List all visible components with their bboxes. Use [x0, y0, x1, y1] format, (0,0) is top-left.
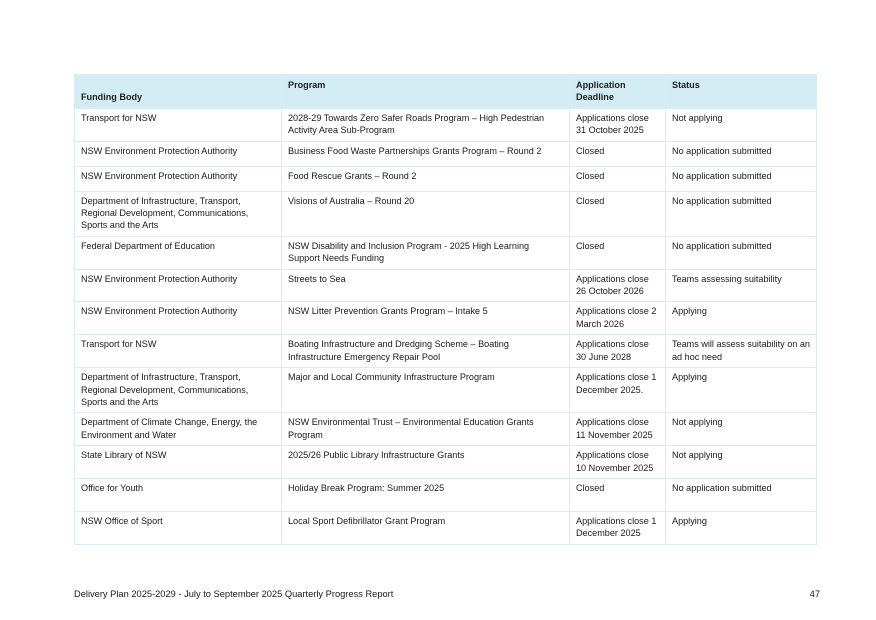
- status-cell: Not applying: [666, 108, 817, 141]
- program-cell: Streets to Sea: [282, 269, 570, 302]
- program-cell: Food Rescue Grants – Round 2: [282, 166, 570, 191]
- program-cell: NSW Environmental Trust – Environmental Education Grants Program: [282, 413, 570, 446]
- program-cell: Major and Local Community Infrastructure Program: [282, 368, 570, 413]
- deadline-cell: Closed: [570, 191, 666, 236]
- grants-table: [74, 74, 817, 545]
- deadline-cell: Applications close 1 December 2025: [570, 511, 666, 544]
- status-cell: Applying: [666, 368, 817, 413]
- funding-body-cell: Department of Infrastructure, Transport, Regional Development, Communications, Sports and the Arts: [75, 191, 282, 236]
- deadline-cell: Applications close 31 October 2025: [570, 108, 666, 141]
- program-cell: 2028-29 Towards Zero Safer Roads Program – High Pedestrian Activity Area Sub-Program: [282, 108, 570, 141]
- program-cell: 2025/26 Public Library Infrastructure Grants: [282, 446, 570, 479]
- program-cell: NSW Litter Prevention Grants Program – Intake 5: [282, 302, 570, 335]
- header-application-deadline: Application Deadline: [570, 75, 666, 109]
- header-status: Status: [666, 75, 817, 109]
- table-row: [75, 141, 817, 166]
- deadline-cell: Applications close 10 November 2025: [570, 446, 666, 479]
- funding-body-cell: State Library of NSW: [75, 446, 282, 479]
- table-row: [75, 166, 817, 191]
- status-cell: Not applying: [666, 446, 817, 479]
- funding-body-cell: NSW Environment Protection Authority: [75, 302, 282, 335]
- funding-body-cell: NSW Environment Protection Authority: [75, 141, 282, 166]
- deadline-cell: Applications close 1 December 2025.: [570, 368, 666, 413]
- status-cell: No application submitted: [666, 166, 817, 191]
- program-cell: NSW Disability and Inclusion Program - 2025 High Learning Support Needs Funding: [282, 236, 570, 269]
- table-row: [75, 236, 817, 269]
- table-row: [75, 368, 817, 413]
- funding-body-cell: Federal Department of Education: [75, 236, 282, 269]
- footer-report-title: Delivery Plan 2025-2029 - July to September 2025 Quarterly Progress Report: [74, 589, 394, 599]
- status-cell: No application submitted: [666, 141, 817, 166]
- status-cell: No application submitted: [666, 236, 817, 269]
- deadline-cell: Closed: [570, 141, 666, 166]
- table-row: [75, 108, 817, 141]
- funding-body-cell: NSW Environment Protection Authority: [75, 166, 282, 191]
- deadline-cell: Applications close 11 November 2025: [570, 413, 666, 446]
- header-funding-body: Funding Body: [75, 75, 282, 109]
- program-cell: Boating Infrastructure and Dredging Scheme – Boating Infrastructure Emergency Repair Pool: [282, 335, 570, 368]
- funding-body-cell: Transport for NSW: [75, 108, 282, 141]
- table-row: [75, 269, 817, 302]
- table-row: [75, 413, 817, 446]
- deadline-cell: Closed: [570, 478, 666, 511]
- deadline-cell: Applications close 26 October 2026: [570, 269, 666, 302]
- program-cell: Local Sport Defibrillator Grant Program: [282, 511, 570, 544]
- funding-body-cell: Department of Infrastructure, Transport, Regional Development, Communications, Sports and the Arts: [75, 368, 282, 413]
- table-row: [75, 511, 817, 544]
- deadline-cell: Closed: [570, 166, 666, 191]
- program-cell: Business Food Waste Partnerships Grants Program – Round 2: [282, 141, 570, 166]
- status-cell: Applying: [666, 302, 817, 335]
- table-row: [75, 191, 817, 236]
- program-cell: Holiday Break Program: Summer 2025: [282, 478, 570, 511]
- status-cell: Not applying: [666, 413, 817, 446]
- page-number: 47: [809, 589, 820, 599]
- program-cell: Visions of Australia – Round 20: [282, 191, 570, 236]
- funding-body-cell: Transport for NSW: [75, 335, 282, 368]
- table-header-row: [75, 75, 817, 109]
- table-row: [75, 335, 817, 368]
- funding-body-cell: Department of Climate Change, Energy, the Environment and Water: [75, 413, 282, 446]
- header-program: Program: [282, 75, 570, 109]
- status-cell: No application submitted: [666, 191, 817, 236]
- deadline-cell: Closed: [570, 236, 666, 269]
- table-row: [75, 478, 817, 511]
- funding-body-cell: NSW Environment Protection Authority: [75, 269, 282, 302]
- status-cell: Teams will assess suitability on an ad hoc need: [666, 335, 817, 368]
- funding-body-cell: NSW Office of Sport: [75, 511, 282, 544]
- deadline-cell: Applications close 2 March 2026: [570, 302, 666, 335]
- deadline-cell: Applications close 30 June 2028: [570, 335, 666, 368]
- status-cell: No application submitted: [666, 478, 817, 511]
- table-row: [75, 302, 817, 335]
- table-row: [75, 446, 817, 479]
- funding-body-cell: Office for Youth: [75, 478, 282, 511]
- status-cell: Applying: [666, 511, 817, 544]
- status-cell: Teams assessing suitability: [666, 269, 817, 302]
